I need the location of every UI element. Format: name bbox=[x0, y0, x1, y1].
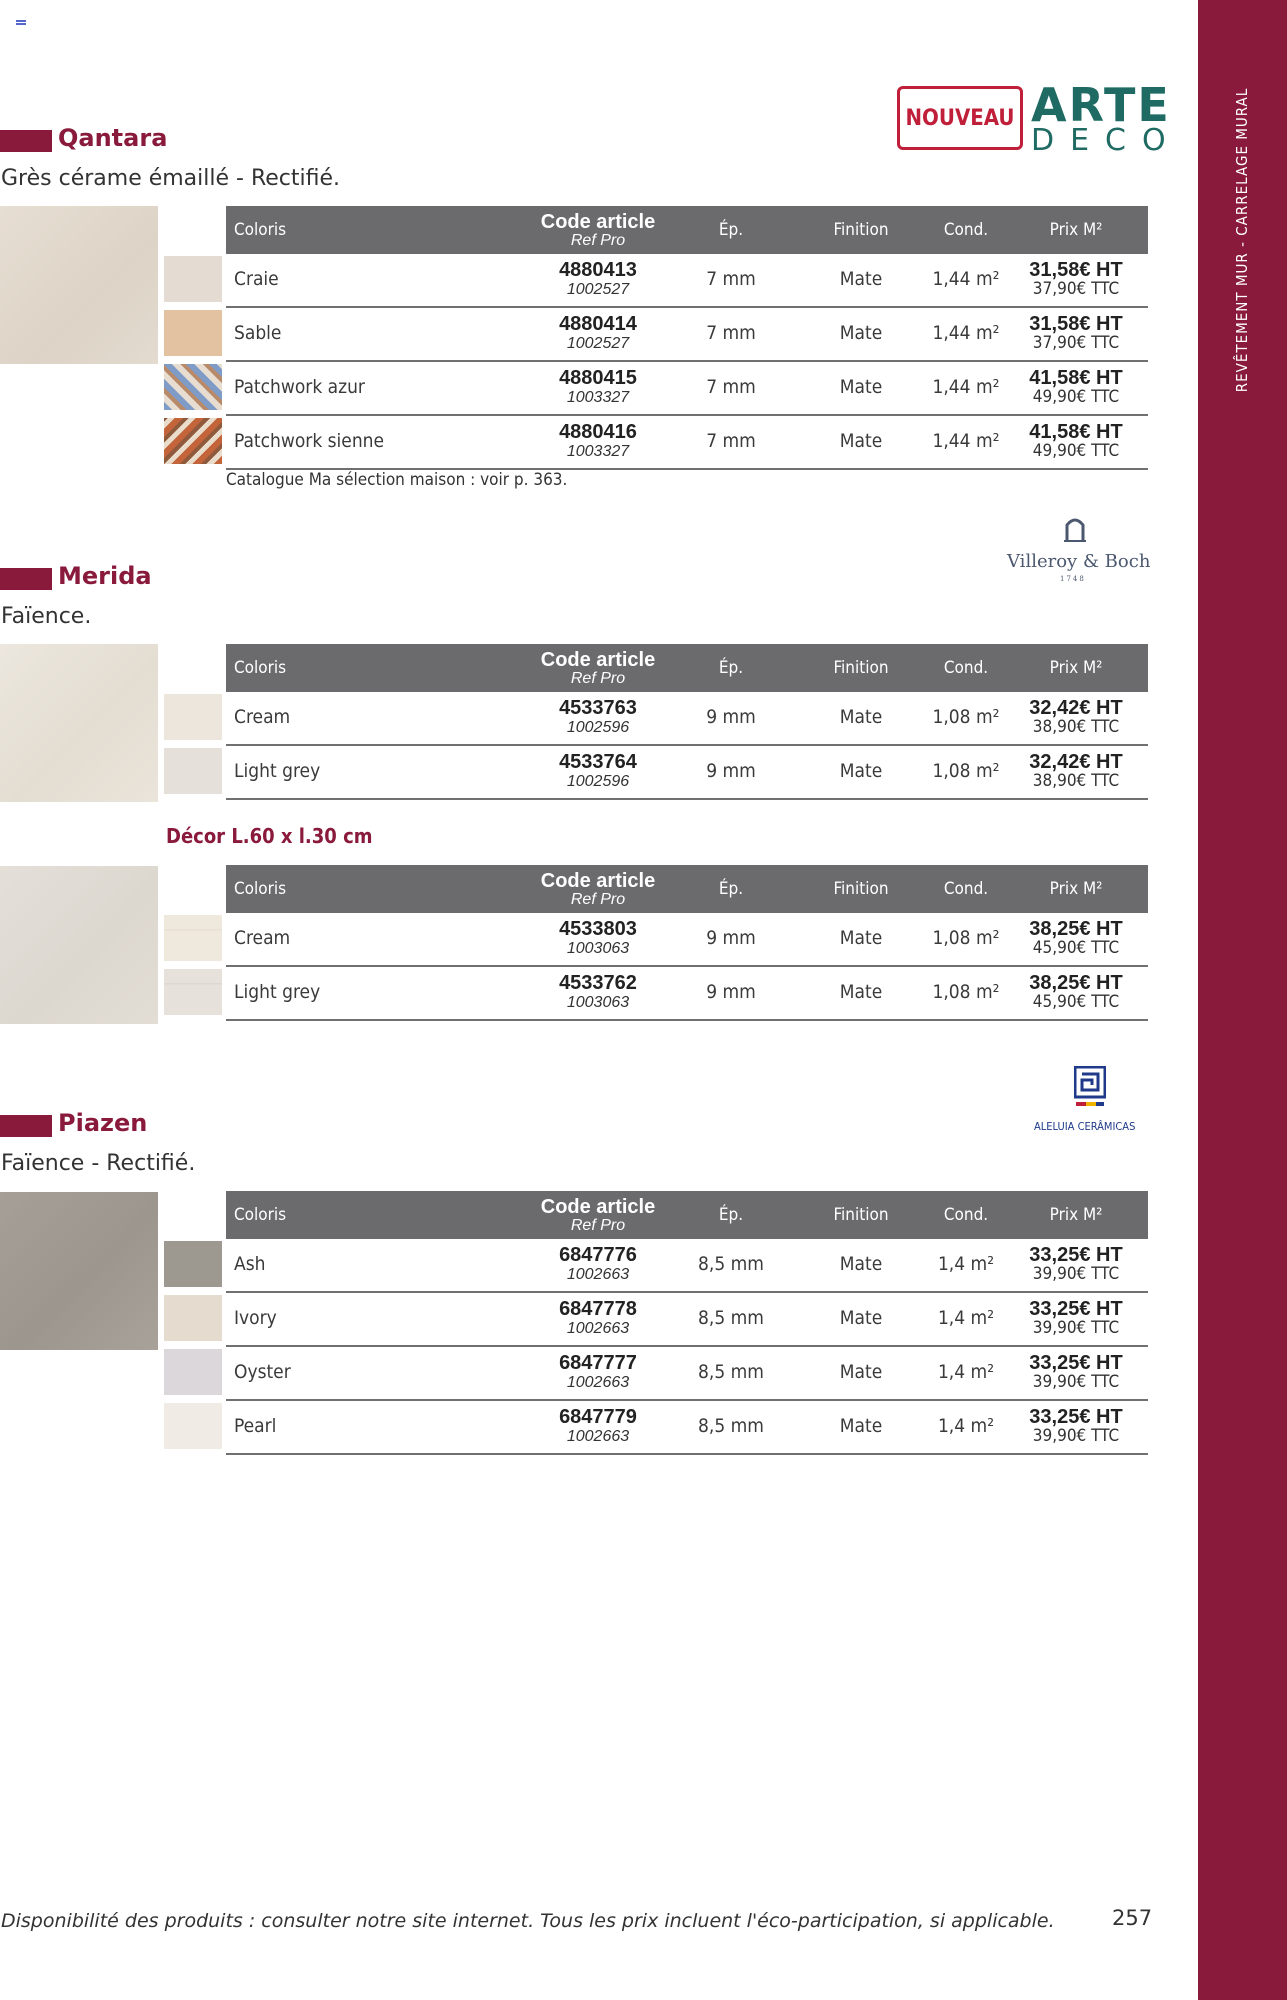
merida-product-image bbox=[0, 644, 158, 802]
arte-deco-logo-bottom: DECO bbox=[1031, 123, 1182, 158]
header-finition: Finition bbox=[833, 220, 889, 240]
table-row bbox=[226, 1239, 1148, 1293]
price-ht: 41,58€ HT bbox=[1029, 367, 1123, 389]
aleluia-logo: ALELUIA CERÂMICAS bbox=[1034, 1120, 1136, 1133]
coloris-name: Cream bbox=[234, 706, 291, 728]
ref-pro-value: 1002663 bbox=[566, 1374, 630, 1391]
header-cond: Cond. bbox=[943, 658, 989, 678]
packaging: 1,4 m² bbox=[937, 1415, 995, 1437]
ref-pro-value: 1002663 bbox=[566, 1428, 630, 1445]
packaging: 1,44 m² bbox=[932, 430, 1000, 452]
thickness: 8,5 mm bbox=[698, 1307, 764, 1329]
finish: Mate bbox=[839, 1307, 883, 1329]
color-swatch bbox=[164, 256, 222, 302]
coloris-name: Cream bbox=[234, 927, 291, 949]
code-value: 4880415 bbox=[559, 367, 637, 389]
price-ttc: 39,90€ TTC bbox=[1032, 1372, 1120, 1392]
aleluia-emblem-icon bbox=[1074, 1066, 1106, 1112]
thickness: 8,5 mm bbox=[698, 1415, 764, 1437]
thickness: 8,5 mm bbox=[698, 1361, 764, 1383]
ref-pro-value: 1003327 bbox=[566, 443, 630, 460]
code-value: 6847779 bbox=[559, 1406, 637, 1428]
piazen-table bbox=[226, 1191, 1148, 1455]
packaging: 1,4 m² bbox=[937, 1307, 995, 1329]
header-ref-label: Ref Pro bbox=[570, 231, 626, 249]
color-swatch bbox=[164, 310, 222, 356]
price bbox=[1006, 913, 1146, 963]
code-value: 4533762 bbox=[559, 972, 637, 994]
section-marker bbox=[0, 1115, 52, 1137]
villeroy-boch-emblem-icon bbox=[1062, 515, 1088, 543]
ref-pro-value: 1002527 bbox=[566, 281, 630, 298]
table-row bbox=[226, 1293, 1148, 1347]
header-ref-label: Ref Pro bbox=[570, 890, 626, 908]
code-value: 6847776 bbox=[559, 1244, 637, 1266]
price-ht: 38,25€ HT bbox=[1029, 918, 1123, 940]
section-marker bbox=[0, 130, 52, 152]
qantara-subtitle: Grès cérame émaillé - Rectifié. bbox=[1, 166, 341, 191]
table-row bbox=[226, 1401, 1148, 1455]
merida-table bbox=[226, 644, 1148, 800]
color-swatch bbox=[164, 694, 222, 740]
section-marker bbox=[0, 568, 52, 590]
category-label: REVÊTEMENT MUR - CARRELAGE MURAL bbox=[1233, 87, 1251, 393]
ref-pro-value: 1002527 bbox=[566, 335, 630, 352]
arte-deco-logo-top: ARTE bbox=[1031, 78, 1171, 132]
merida-subtitle: Faïence. bbox=[1, 604, 92, 629]
color-swatch bbox=[164, 915, 222, 961]
ref-pro-value: 1003327 bbox=[566, 389, 630, 406]
finish: Mate bbox=[839, 760, 883, 782]
decor-title: Décor L.60 x l.30 cm bbox=[166, 824, 373, 848]
table-row bbox=[226, 967, 1148, 1021]
price-ttc: 38,90€ TTC bbox=[1032, 717, 1120, 737]
price-ht: 32,42€ HT bbox=[1029, 697, 1123, 719]
coloris-name: Ivory bbox=[234, 1307, 277, 1329]
coloris-name: Light grey bbox=[234, 760, 321, 782]
price-ttc: 39,90€ TTC bbox=[1032, 1318, 1120, 1338]
price bbox=[1006, 1293, 1146, 1343]
color-swatch bbox=[164, 748, 222, 794]
thickness: 8,5 mm bbox=[698, 1253, 764, 1275]
header-cond: Cond. bbox=[943, 220, 989, 240]
header-coloris: Coloris bbox=[234, 220, 287, 240]
price bbox=[1006, 308, 1146, 358]
header-prix: Prix M² bbox=[1049, 879, 1103, 899]
code-value: 6847778 bbox=[559, 1298, 637, 1320]
qantara-title: Qantara bbox=[58, 124, 168, 152]
header-ep: Ép. bbox=[718, 658, 744, 678]
color-swatch bbox=[164, 969, 222, 1015]
table-row bbox=[226, 913, 1148, 967]
header-ep: Ép. bbox=[718, 879, 744, 899]
header-finition: Finition bbox=[833, 658, 889, 678]
price-ht: 33,25€ HT bbox=[1029, 1406, 1123, 1428]
table-header bbox=[226, 644, 1148, 692]
price-ht: 31,58€ HT bbox=[1029, 313, 1123, 335]
price-ht: 33,25€ HT bbox=[1029, 1352, 1123, 1374]
piazen-product-image bbox=[0, 1192, 158, 1350]
qantara-product-image bbox=[0, 206, 158, 364]
finish: Mate bbox=[839, 268, 883, 290]
coloris-name: Patchwork azur bbox=[234, 376, 365, 398]
coloris-name: Pearl bbox=[234, 1415, 277, 1437]
table-row bbox=[226, 254, 1148, 308]
villeroy-boch-year: 1748 bbox=[1060, 575, 1086, 583]
header-code-label: Code article bbox=[540, 210, 656, 233]
price bbox=[1006, 362, 1146, 412]
coloris-name: Ash bbox=[234, 1253, 266, 1275]
price bbox=[1006, 746, 1146, 796]
code-value: 4880416 bbox=[559, 421, 637, 443]
villeroy-boch-logo: Villeroy & Boch bbox=[1007, 551, 1151, 572]
finish: Mate bbox=[839, 706, 883, 728]
price bbox=[1006, 692, 1146, 742]
ref-pro-value: 1002663 bbox=[566, 1320, 630, 1337]
ref-pro-value: 1003063 bbox=[566, 940, 630, 957]
catalogue-note: Catalogue Ma sélection maison : voir p. 363. bbox=[226, 470, 568, 490]
header-coloris: Coloris bbox=[234, 879, 287, 899]
price bbox=[1006, 254, 1146, 304]
price-ht: 38,25€ HT bbox=[1029, 972, 1123, 994]
table-row bbox=[226, 1347, 1148, 1401]
nouveau-badge: NOUVEAU bbox=[897, 86, 1023, 150]
code-value: 4533764 bbox=[559, 751, 637, 773]
finish: Mate bbox=[839, 430, 883, 452]
thickness: 9 mm bbox=[706, 927, 756, 949]
price bbox=[1006, 416, 1146, 466]
category-sidebar bbox=[1198, 0, 1287, 2000]
finish: Mate bbox=[839, 322, 883, 344]
header-finition: Finition bbox=[833, 1205, 889, 1225]
header-cond: Cond. bbox=[943, 879, 989, 899]
thickness: 7 mm bbox=[706, 430, 756, 452]
piazen-subtitle: Faïence - Rectifié. bbox=[1, 1151, 196, 1176]
packaging: 1,4 m² bbox=[937, 1253, 995, 1275]
finish: Mate bbox=[839, 927, 883, 949]
code-value: 4533803 bbox=[559, 918, 637, 940]
color-swatch bbox=[164, 1241, 222, 1287]
price-ttc: 49,90€ TTC bbox=[1032, 441, 1120, 461]
finish: Mate bbox=[839, 1415, 883, 1437]
price-ttc: 39,90€ TTC bbox=[1032, 1426, 1120, 1446]
thickness: 9 mm bbox=[706, 706, 756, 728]
packaging: 1,08 m² bbox=[932, 706, 1000, 728]
color-swatch bbox=[164, 418, 222, 464]
header-ep: Ép. bbox=[718, 1205, 744, 1225]
table-row bbox=[226, 692, 1148, 746]
merida-decor-image bbox=[0, 866, 158, 1024]
header-ep: Ép. bbox=[718, 220, 744, 240]
header-prix: Prix M² bbox=[1049, 1205, 1103, 1225]
price-ht: 31,58€ HT bbox=[1029, 259, 1123, 281]
piazen-title: Piazen bbox=[58, 1109, 148, 1137]
price-ht: 32,42€ HT bbox=[1029, 751, 1123, 773]
thickness: 7 mm bbox=[706, 322, 756, 344]
header-coloris: Coloris bbox=[234, 658, 287, 678]
price-ttc: 38,90€ TTC bbox=[1032, 771, 1120, 791]
price bbox=[1006, 1239, 1146, 1289]
coloris-name: Oyster bbox=[234, 1361, 291, 1383]
packaging: 1,08 m² bbox=[932, 760, 1000, 782]
merida-decor-table bbox=[226, 865, 1148, 1021]
table-header bbox=[226, 206, 1148, 254]
header-finition: Finition bbox=[833, 879, 889, 899]
price-ht: 33,25€ HT bbox=[1029, 1244, 1123, 1266]
header-ref-label: Ref Pro bbox=[570, 1216, 626, 1234]
packaging: 1,44 m² bbox=[932, 322, 1000, 344]
price-ht: 41,58€ HT bbox=[1029, 421, 1123, 443]
thickness: 7 mm bbox=[706, 268, 756, 290]
merida-title: Merida bbox=[58, 562, 152, 590]
coloris-name: Patchwork sienne bbox=[234, 430, 385, 452]
table-row bbox=[226, 746, 1148, 800]
packaging: 1,08 m² bbox=[932, 981, 1000, 1003]
header-prix: Prix M² bbox=[1049, 220, 1103, 240]
price bbox=[1006, 1401, 1146, 1451]
qantara-table bbox=[226, 206, 1148, 470]
price-ht: 33,25€ HT bbox=[1029, 1298, 1123, 1320]
coloris-name: Craie bbox=[234, 268, 279, 290]
table-row bbox=[226, 308, 1148, 362]
header-cond: Cond. bbox=[943, 1205, 989, 1225]
footer-note: Disponibilité des produits : consulter notre site internet. Tous les prix incluent l'éco-participation, si applicable. bbox=[1, 1910, 1055, 1932]
ref-pro-value: 1003063 bbox=[566, 994, 630, 1011]
table-row bbox=[226, 362, 1148, 416]
header-code-label: Code article bbox=[540, 869, 656, 892]
code-value: 4880414 bbox=[559, 313, 637, 335]
header-ref-label: Ref Pro bbox=[570, 669, 626, 687]
thickness: 9 mm bbox=[706, 760, 756, 782]
ref-pro-value: 1002596 bbox=[566, 719, 630, 736]
thickness: 9 mm bbox=[706, 981, 756, 1003]
table-row bbox=[226, 416, 1148, 470]
finish: Mate bbox=[839, 1253, 883, 1275]
color-swatch bbox=[164, 364, 222, 410]
packaging: 1,4 m² bbox=[937, 1361, 995, 1383]
price-ttc: 45,90€ TTC bbox=[1032, 992, 1120, 1012]
code-value: 6847777 bbox=[559, 1352, 637, 1374]
menu-icon[interactable] bbox=[16, 20, 26, 28]
code-value: 4880413 bbox=[559, 259, 637, 281]
packaging: 1,44 m² bbox=[932, 376, 1000, 398]
price-ttc: 49,90€ TTC bbox=[1032, 387, 1120, 407]
ref-pro-value: 1002596 bbox=[566, 773, 630, 790]
price-ttc: 37,90€ TTC bbox=[1032, 279, 1120, 299]
price-ttc: 39,90€ TTC bbox=[1032, 1264, 1120, 1284]
thickness: 7 mm bbox=[706, 376, 756, 398]
header-prix: Prix M² bbox=[1049, 658, 1103, 678]
ref-pro-value: 1002663 bbox=[566, 1266, 630, 1283]
price-ttc: 45,90€ TTC bbox=[1032, 938, 1120, 958]
color-swatch bbox=[164, 1349, 222, 1395]
finish: Mate bbox=[839, 376, 883, 398]
table-header bbox=[226, 1191, 1148, 1239]
code-value: 4533763 bbox=[559, 697, 637, 719]
finish: Mate bbox=[839, 981, 883, 1003]
page-number: 257 bbox=[1112, 1906, 1153, 1930]
packaging: 1,44 m² bbox=[932, 268, 1000, 290]
price-ttc: 37,90€ TTC bbox=[1032, 333, 1120, 353]
price bbox=[1006, 1347, 1146, 1397]
header-code-label: Code article bbox=[540, 1195, 656, 1218]
header-code-label: Code article bbox=[540, 648, 656, 671]
coloris-name: Sable bbox=[234, 322, 282, 344]
price bbox=[1006, 967, 1146, 1017]
coloris-name: Light grey bbox=[234, 981, 321, 1003]
header-coloris: Coloris bbox=[234, 1205, 287, 1225]
color-swatch bbox=[164, 1403, 222, 1449]
finish: Mate bbox=[839, 1361, 883, 1383]
color-swatch bbox=[164, 1295, 222, 1341]
table-header bbox=[226, 865, 1148, 913]
packaging: 1,08 m² bbox=[932, 927, 1000, 949]
